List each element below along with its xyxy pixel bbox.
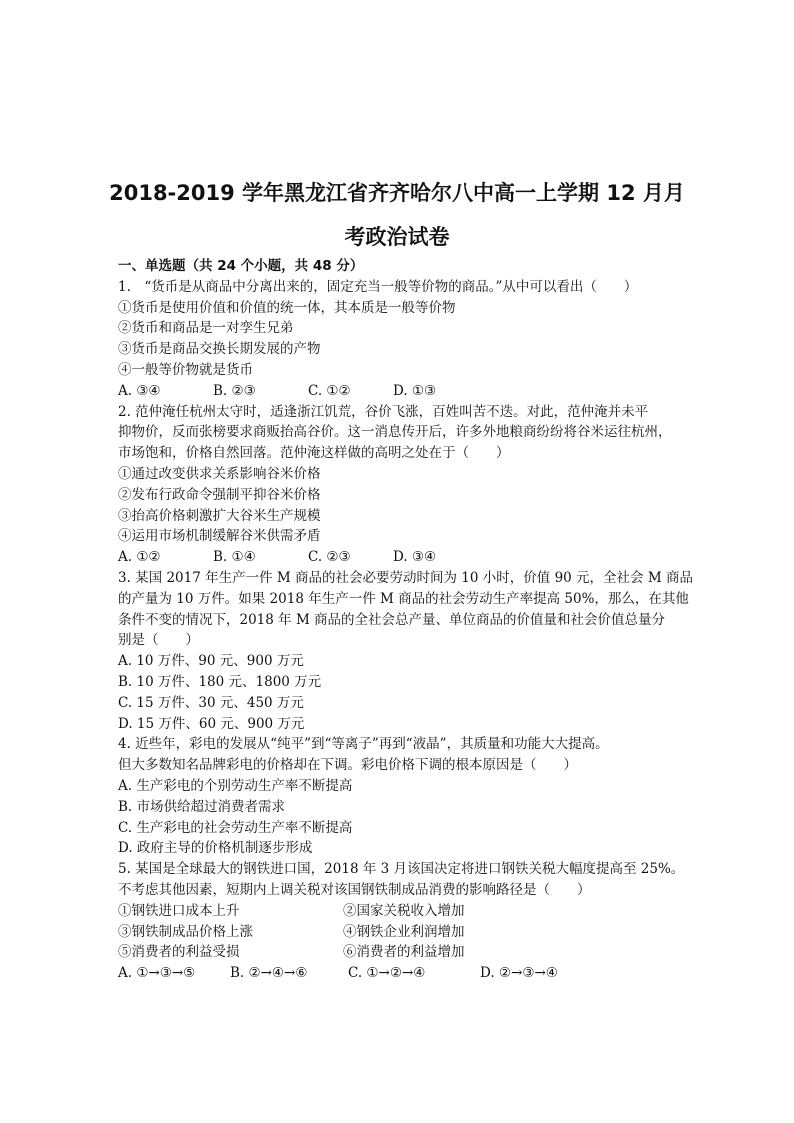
question-stem: 的产量为 10 万件。如果 2018 年生产一件 M 商品的社会劳动生产率提高 50%，那么，在其他 — [118, 590, 689, 607]
question-stem: 市场饱和，价格自然回落。范仲淹这样做的高明之处在于（ ） — [118, 445, 510, 462]
exam-content — [118, 256, 693, 984]
statement-2: ②货币和商品是一对孪生兄弟 — [118, 320, 294, 337]
statement-row — [118, 922, 688, 943]
option-d: D. ①③ — [393, 382, 437, 399]
option-a: A. ①→③→⑤ — [118, 965, 196, 982]
statement-6: ⑥消费者的利益增加 — [343, 944, 465, 961]
statement-3: ③抬高价格刺激扩大谷米生产规模 — [118, 507, 321, 524]
option-c: C. 15 万件、30 元、450 万元 — [118, 694, 304, 711]
question-1 — [118, 277, 688, 402]
option-d: D. 15 万件、60 元、900 万元 — [118, 715, 305, 732]
statement-4: ④钢铁企业利润增加 — [343, 923, 465, 940]
question-5 — [118, 859, 688, 984]
option-c: C. ②③ — [308, 549, 351, 566]
statement-4: ④运用市场机制缓解谷米供需矛盾 — [118, 528, 321, 545]
question-stem: 但大多数知名品牌彩电的价格却在下调。彩电价格下调的根本原因是（ ） — [118, 757, 577, 774]
section-heading: 一、单选题（共 24 个小题，共 48 分） — [118, 258, 364, 274]
question-4 — [118, 734, 688, 859]
option-a: A. 生产彩电的个别劳动生产率不断提高 — [118, 777, 353, 794]
question-stem: 3. 某国 2017 年生产一件 M 商品的社会必要劳动时间为 10 小时，价值 90 元，全社会 M 商品 — [118, 569, 693, 586]
question-stem: 2. 范仲淹任杭州太守时，适逢浙江饥荒，谷价飞涨，百姓叫苦不迭。对此，范仲淹并未平 — [118, 403, 649, 420]
option-b: B. ①④ — [213, 549, 256, 566]
option-a: A. ①② — [118, 549, 161, 566]
question-stem: 1. “货币是从商品中分离出来的，固定充当一般等价物的商品。”从中可以看出（ ） — [118, 278, 638, 295]
statement-2: ②发布行政命令强制平抑谷米价格 — [118, 486, 321, 503]
option-c: C. ①② — [308, 382, 351, 399]
option-a: A. 10 万件、90 元、900 万元 — [118, 653, 304, 670]
question-stem: 不考虑其他因素，短期内上调关税对该国钢铁制成品消费的影响路径是（ ） — [118, 881, 591, 898]
answer-options — [118, 547, 688, 568]
option-c: C. ①→②→④ — [348, 965, 426, 982]
question-2 — [118, 402, 688, 568]
statement-5: ⑤消费者的利益受损 — [118, 944, 240, 961]
option-d: D. 政府主导的价格机制逐步形成 — [118, 840, 313, 857]
exam-title-line-2: 考政治试卷 — [344, 225, 450, 249]
option-d: D. ③④ — [393, 549, 437, 566]
statement-row — [118, 901, 688, 922]
option-c: C. 生产彩电的社会劳动生产率不断提高 — [118, 819, 353, 836]
exam-title-line-1: 2018-2019 学年黑龙江省齐齐哈尔八中高一上学期 12 月月 — [109, 181, 685, 205]
option-b: B. 10 万件、180 元、1800 万元 — [118, 673, 322, 690]
statement-1: ①货币是使用价值和价值的统一体，其本质是一般等价物 — [118, 299, 456, 316]
option-b: B. ②③ — [213, 382, 256, 399]
question-stem: 别是（ ） — [118, 632, 199, 649]
statement-2: ②国家关税收入增加 — [343, 902, 465, 919]
question-stem: 5. 某国是全球最大的钢铁进口国，2018 年 3 月该国决定将进口钢铁关税大幅度提高至 25%。 — [118, 861, 685, 878]
question-stem: 4. 近些年，彩电的发展从“纯平”到“等离子”再到“液晶”，其质量和功能大大提高。 — [118, 736, 609, 753]
statement-row — [118, 942, 688, 963]
statement-3: ③钢铁制成品价格上涨 — [118, 923, 253, 940]
question-stem: 条件不变的情况下，2018 年 M 商品的全社会总产量、单位商品的价值量和社会价值总量分 — [118, 611, 666, 628]
statement-1: ①通过改变供求关系影响谷米价格 — [118, 465, 321, 482]
option-d: D. ②→③→④ — [480, 965, 558, 982]
option-b: B. 市场供给超过消费者需求 — [118, 798, 286, 815]
option-b: B. ②→④→⑥ — [230, 965, 308, 982]
statement-1: ①钢铁进口成本上升 — [118, 902, 240, 919]
answer-options — [118, 381, 688, 402]
question-stem: 抑物价，反而张榜要求商贩抬高谷价。这一消息传开后，许多外地粮商纷纷将谷米运往杭州， — [118, 424, 672, 441]
question-3 — [118, 568, 693, 734]
option-a: A. ③④ — [118, 382, 161, 399]
statement-4: ④一般等价物就是货币 — [118, 361, 253, 378]
statement-3: ③货币是商品交换长期发展的产物 — [118, 341, 321, 358]
answer-options — [118, 963, 688, 984]
